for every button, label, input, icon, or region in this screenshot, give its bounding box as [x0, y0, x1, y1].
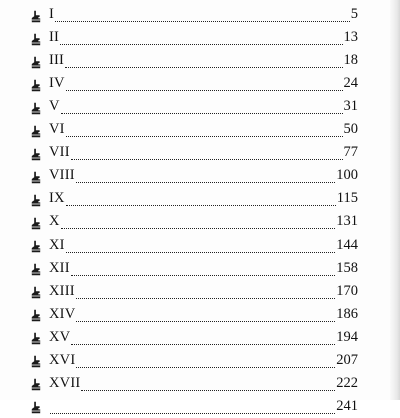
dot-leader — [76, 298, 335, 299]
dot-leader — [81, 390, 335, 391]
pointing-hand-icon — [30, 263, 43, 276]
toc-entry-page-number: 158 — [336, 259, 358, 276]
pointing-hand-icon — [30, 102, 43, 115]
toc-entry-page-number: 207 — [336, 351, 358, 368]
toc-entry[interactable] — [30, 29, 358, 49]
toc-entry-label: VI — [49, 121, 65, 138]
pointing-hand-icon — [30, 10, 43, 23]
dot-leader — [76, 182, 335, 183]
dot-leader — [55, 21, 350, 22]
dot-leader — [71, 159, 343, 160]
page-edge-shadow — [390, 0, 400, 400]
toc-entry[interactable] — [30, 98, 358, 118]
toc-entry-label: XIV — [49, 305, 76, 322]
pointing-hand-icon — [30, 401, 43, 414]
toc-entry[interactable] — [30, 75, 358, 95]
dot-leader — [61, 228, 336, 229]
pointing-hand-icon — [30, 378, 43, 391]
pointing-hand-icon — [30, 79, 43, 92]
toc-entry-page-number: 170 — [336, 282, 358, 299]
toc-entry-label: V — [49, 98, 60, 115]
toc-entry-label: XII — [49, 259, 70, 276]
toc-entry-page-number: 194 — [336, 328, 358, 345]
toc-entry[interactable] — [30, 144, 358, 164]
pointing-hand-icon — [30, 240, 43, 253]
dot-leader — [61, 113, 343, 114]
toc-entry-label: X — [49, 213, 60, 230]
toc-entry-label: II — [49, 29, 60, 46]
pointing-hand-icon — [30, 332, 43, 345]
dot-leader — [66, 90, 343, 91]
toc-entry-page-number: 24 — [343, 75, 358, 92]
dot-leader — [76, 321, 335, 322]
toc-entry-label: XV — [49, 328, 71, 345]
toc-entry-label: XIII — [49, 282, 75, 299]
toc-entry[interactable] — [30, 306, 358, 326]
toc-entry-label: I — [49, 6, 55, 22]
toc-entry-page-number: 144 — [336, 236, 358, 253]
pointing-hand-icon — [30, 286, 43, 299]
toc-entry-label: VII — [49, 144, 70, 161]
toc-entry[interactable] — [30, 167, 358, 187]
pointing-hand-icon — [30, 148, 43, 161]
toc-entry-page-number: 18 — [343, 52, 358, 69]
dot-leader — [66, 205, 336, 206]
toc-entry-label: XVI — [49, 351, 76, 368]
toc-entry-label: III — [49, 52, 65, 69]
pointing-hand-icon — [30, 125, 43, 138]
toc-entry[interactable] — [30, 283, 358, 303]
dot-leader — [50, 413, 335, 414]
pointing-hand-icon — [30, 194, 43, 207]
dot-leader — [66, 136, 343, 137]
pointing-hand-icon — [30, 309, 43, 322]
toc-entry[interactable] — [30, 260, 358, 280]
dot-leader — [66, 252, 336, 253]
toc-entry-page-number: 115 — [336, 190, 358, 207]
toc-entry-page-number: 13 — [343, 29, 358, 46]
toc-entry-page-number: 222 — [336, 374, 358, 391]
toc-entry-label: IX — [49, 190, 65, 207]
pointing-hand-icon — [30, 217, 43, 230]
dot-leader — [76, 367, 335, 368]
toc-entry-page-number: 186 — [336, 305, 358, 322]
toc-entry-page-number: 77 — [343, 144, 358, 161]
toc-entry-page-number: 31 — [343, 98, 358, 115]
toc-entry[interactable] — [30, 52, 358, 72]
toc-entry-label: VIII — [49, 167, 75, 184]
pointing-hand-icon — [30, 56, 43, 69]
toc-entry-label: IV — [49, 75, 65, 92]
toc-entry[interactable] — [30, 329, 358, 349]
toc-entry[interactable] — [30, 190, 358, 210]
toc-entry-page-number: 5 — [350, 6, 358, 22]
toc-entry-label: XVII — [49, 374, 81, 391]
toc-entry-page-number: 241 — [336, 397, 358, 414]
toc-entry[interactable] — [30, 352, 358, 372]
toc-entry[interactable] — [30, 121, 358, 141]
dot-leader — [65, 67, 342, 68]
pointing-hand-icon — [30, 171, 43, 184]
pointing-hand-icon — [30, 33, 43, 46]
dot-leader — [60, 44, 342, 45]
toc-entry[interactable] — [30, 398, 358, 418]
toc-entry-page-number: 50 — [343, 121, 358, 138]
dot-leader — [71, 344, 335, 345]
dot-leader — [71, 275, 336, 276]
pointing-hand-icon — [30, 355, 43, 368]
toc-entry-page-number: 131 — [336, 213, 358, 230]
toc-entry[interactable] — [30, 6, 358, 26]
toc-entry[interactable] — [30, 213, 358, 233]
toc-entry-page-number: 100 — [336, 167, 358, 184]
toc-entry[interactable] — [30, 237, 358, 257]
toc-entry[interactable] — [30, 375, 358, 395]
toc-entry-label: XI — [49, 236, 65, 253]
